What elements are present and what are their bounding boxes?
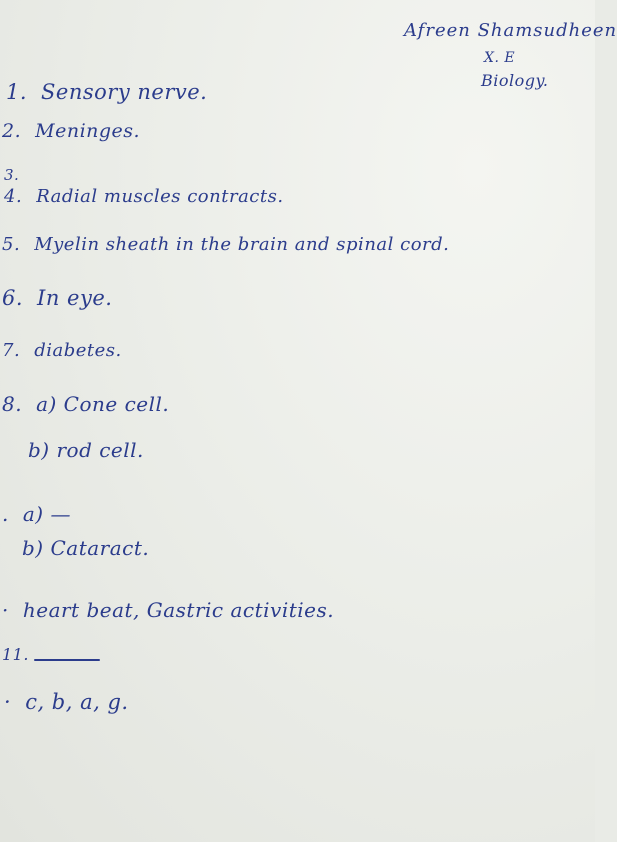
answer-number: ·: [4, 690, 12, 714]
answer-line: [2, 286, 112, 310]
answer-text: In eye.: [37, 286, 113, 310]
subject-label: Biology.: [481, 71, 549, 90]
answer-number: 4.: [4, 186, 23, 207]
answer-line: [4, 690, 129, 714]
answer-line: [6, 80, 207, 104]
answer-text: c, b, a, g.: [25, 690, 129, 714]
answer-number: 3.: [4, 166, 20, 184]
answer-line: [2, 392, 169, 416]
answer-text: b) rod cell.: [28, 438, 144, 462]
answer-number: ·: [2, 598, 9, 622]
answer-number: .: [2, 502, 9, 526]
answer-line: [2, 340, 122, 361]
answer-text: Radial muscles contracts.: [36, 186, 284, 207]
answer-line: [28, 438, 144, 462]
answer-text: heart beat, Gastric activities.: [22, 598, 335, 622]
answer-number: 8.: [2, 392, 23, 416]
answer-text: diabetes.: [34, 340, 122, 361]
answer-line: [2, 645, 43, 664]
answer-text: a) Cone cell.: [36, 392, 170, 416]
student-name: Afreen Shamsudheen: [404, 20, 617, 41]
answer-line: [4, 186, 284, 207]
answer-number: 1.: [6, 80, 28, 104]
answer-text: a) —: [22, 502, 71, 526]
answer-line: [22, 536, 149, 560]
blank-answer-line: [34, 659, 100, 661]
answer-number: 2.: [2, 120, 22, 142]
answer-text: Sensory nerve.: [41, 80, 208, 104]
answer-text: Meninges.: [35, 120, 141, 142]
answer-line: [2, 234, 449, 255]
answer-line: [2, 502, 71, 526]
answer-number: 7.: [2, 340, 21, 361]
answer-number: 5.: [2, 234, 21, 255]
answer-number: 11.: [2, 645, 29, 664]
student-class: X. E: [484, 50, 516, 66]
answer-text: b) Cataract.: [22, 536, 150, 560]
answer-line: [4, 166, 33, 184]
answer-text: Myelin sheath in the brain and spinal cord.: [34, 234, 450, 255]
answer-line: [2, 598, 334, 622]
answer-number: 6.: [2, 286, 24, 310]
answer-line: [2, 120, 140, 142]
